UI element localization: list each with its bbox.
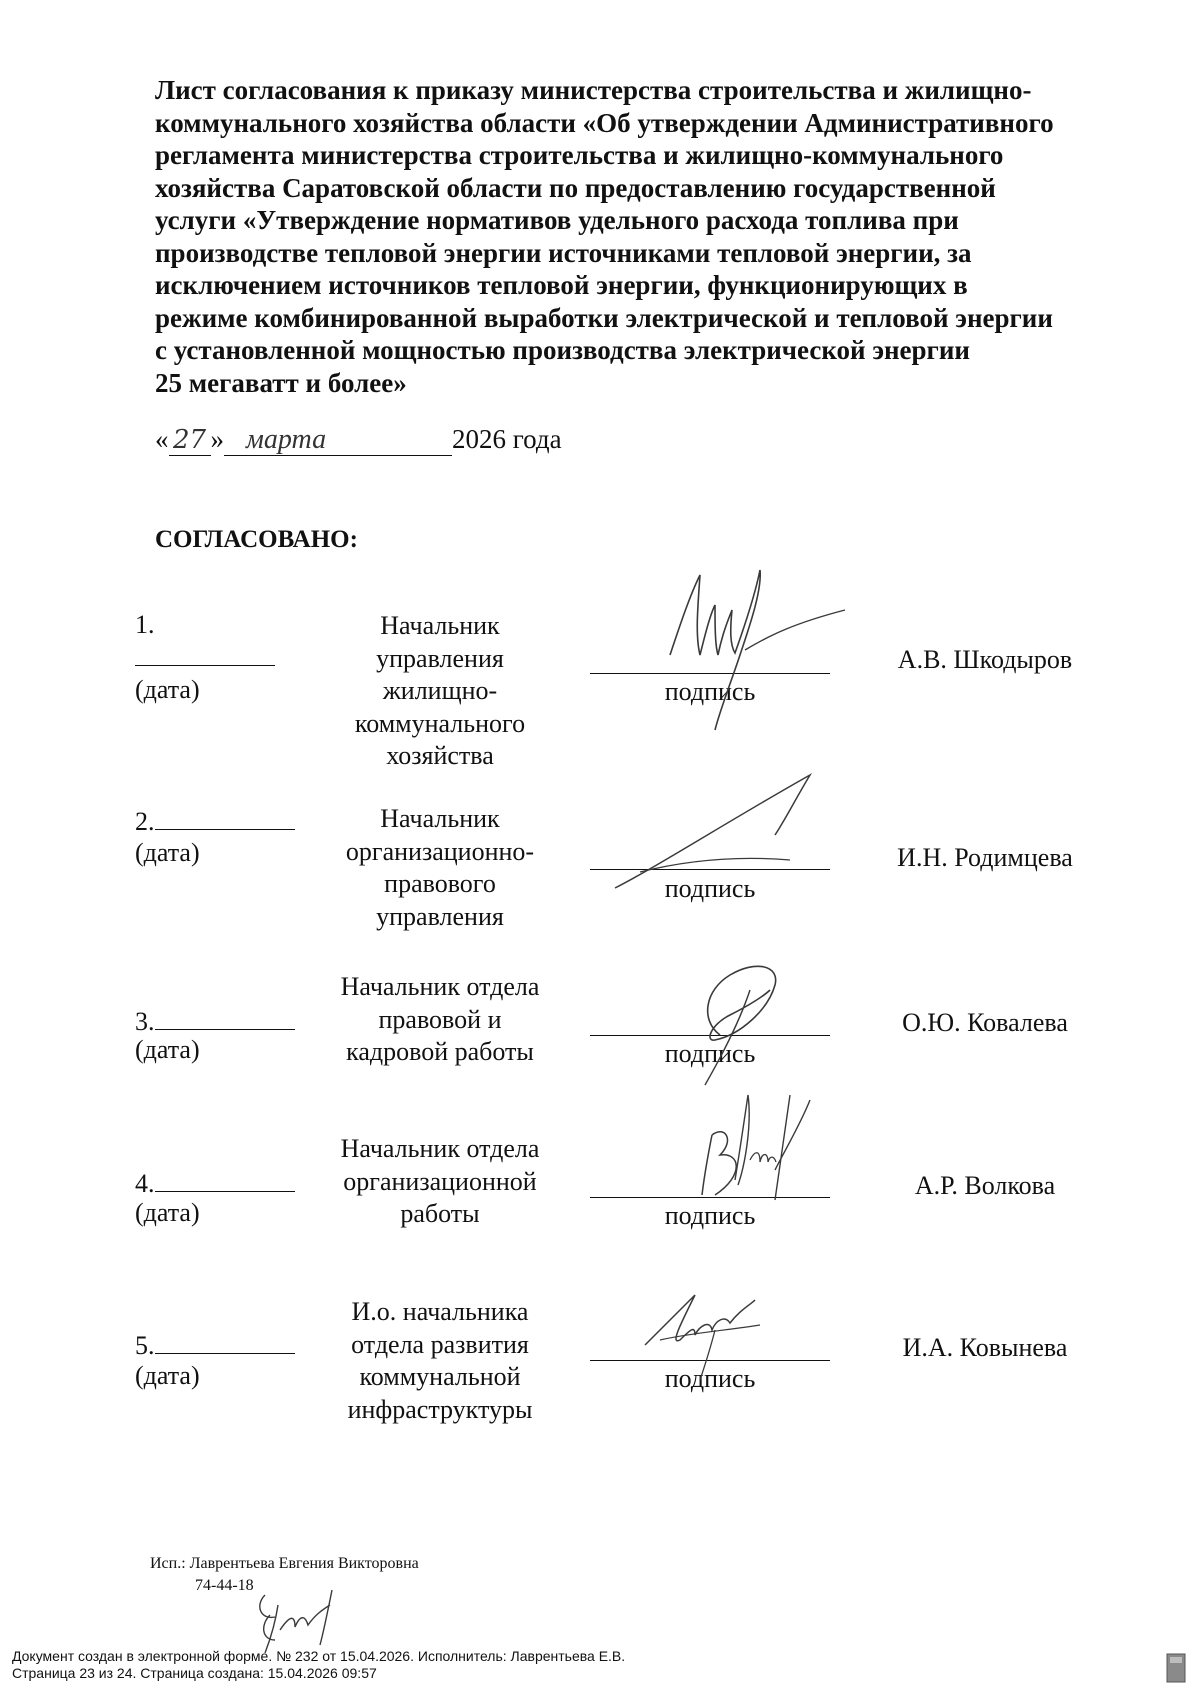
date-label: (дата) <box>135 1361 200 1390</box>
approver-number <box>135 1165 295 1199</box>
post-line: управления <box>376 901 504 931</box>
post-line: кадровой работы <box>346 1037 534 1066</box>
date-month: марта <box>224 425 452 456</box>
approver-number-text: 2. <box>135 807 155 836</box>
title-line: с установленной мощностью производства электрической энергии <box>155 335 970 365</box>
date-blank-line <box>155 1003 295 1030</box>
approver-number <box>135 1327 295 1361</box>
post-line: жилищно- <box>382 676 498 705</box>
post-line: организационной <box>343 1166 537 1196</box>
approver-number-text: 5. <box>135 1331 155 1360</box>
footer <box>12 1648 625 1682</box>
approver-name: О.Ю. Ковалева <box>902 1008 1068 1037</box>
date-blank-line <box>155 1165 295 1192</box>
signature-4-image <box>690 1090 830 1220</box>
date-close-quote: » <box>210 424 224 454</box>
title-line: регламента министерства строительства и жилищно-коммунального <box>155 140 1004 170</box>
approver-post <box>325 1133 555 1231</box>
post-line: Начальник <box>380 804 500 833</box>
post-line: Начальник <box>380 611 500 640</box>
approver-name: А.Р. Волкова <box>914 1171 1056 1200</box>
post-line: коммунального <box>354 708 526 738</box>
title-line: исключением источников тепловой энергии, функционирующих в <box>155 270 968 300</box>
executor-name: Исп.: Лаврентьева Евгения Викторовна <box>150 1555 419 1572</box>
post-line: правовой и <box>378 1004 502 1034</box>
title-line: 25 мегаватт и более» <box>155 367 407 398</box>
date-blank-line <box>135 665 275 666</box>
post-line: хозяйства <box>386 741 494 770</box>
executor-phone: 74-44-18 <box>195 1577 254 1594</box>
date-label: (дата) <box>135 1035 200 1064</box>
date-day: 27 <box>169 425 211 456</box>
approver-number <box>135 610 155 640</box>
footer-line: Страница 23 из 24. Страница создана: 15.04.2026 09:57 <box>12 1665 377 1681</box>
post-line: Начальник отдела <box>340 972 540 1001</box>
signature-label: подпись <box>664 1201 756 1230</box>
approver-post <box>325 1296 555 1426</box>
approver-name: И.А. Ковынева <box>902 1333 1068 1362</box>
post-line: работы <box>400 1199 480 1228</box>
signature-2-image <box>610 770 830 900</box>
executor-signature-image <box>250 1585 350 1655</box>
footer-line: Документ создан в электронной форме. № 232 от 15.04.2026. Исполнитель: Лаврентьева Е.В. <box>12 1648 626 1664</box>
approver-post <box>325 803 555 933</box>
date-blank-line <box>155 803 295 830</box>
title-line: коммунального хозяйства области «Об утверждении Административного <box>155 107 1054 138</box>
signature-1-image <box>660 565 860 735</box>
date-year: 2026 года <box>452 424 562 454</box>
approver-number <box>135 803 295 837</box>
date-label: (дата) <box>135 1198 200 1227</box>
post-line: управления <box>376 643 504 673</box>
date-open-quote: « <box>155 424 169 454</box>
document-title <box>155 74 1098 399</box>
approver-number-text: 4. <box>135 1169 155 1198</box>
approver-post <box>325 971 555 1069</box>
post-line: организационно- <box>345 836 535 866</box>
signature-label: подпись <box>664 677 756 706</box>
approver-post <box>325 610 555 773</box>
post-line: И.о. начальника <box>351 1297 529 1326</box>
signature-label: подпись <box>664 1039 756 1068</box>
title-line: услуги «Утверждение нормативов удельного расхода топлива при <box>155 205 959 235</box>
title-line: производстве тепловой энергии источниками тепловой энергии, за <box>155 237 972 268</box>
date-label: (дата) <box>135 675 200 704</box>
post-line: коммунальной <box>359 1362 521 1391</box>
signature-label: подпись <box>664 874 756 903</box>
date-blank-line <box>155 1327 295 1354</box>
approver-name: И.Н. Родимцева <box>897 843 1073 872</box>
document-icon <box>1166 1653 1186 1683</box>
approver-name: А.В. Шкодыров <box>897 645 1073 674</box>
document-date <box>155 424 562 456</box>
post-line: правового <box>384 869 496 898</box>
signature-label: подпись <box>664 1364 756 1393</box>
approver-number-text: 1. <box>135 610 155 639</box>
signature-3-image <box>680 950 800 1090</box>
post-line: инфраструктуры <box>347 1394 533 1424</box>
date-label: (дата) <box>135 838 200 867</box>
agreed-heading: СОГЛАСОВАНО: <box>155 526 358 553</box>
title-line: режиме комбинированной выработки электрической и тепловой энергии <box>155 302 1053 333</box>
post-line: Начальник отдела <box>340 1134 540 1163</box>
post-line: отдела развития <box>351 1329 529 1359</box>
approver-number-text: 3. <box>135 1007 155 1036</box>
title-line: Лист согласования к приказу министерства строительства и жилищно- <box>155 75 1032 105</box>
approver-number <box>135 1003 295 1037</box>
signature-5-image <box>640 1285 770 1385</box>
title-line: хозяйства Саратовской области по предоставлению государственной <box>155 172 996 203</box>
